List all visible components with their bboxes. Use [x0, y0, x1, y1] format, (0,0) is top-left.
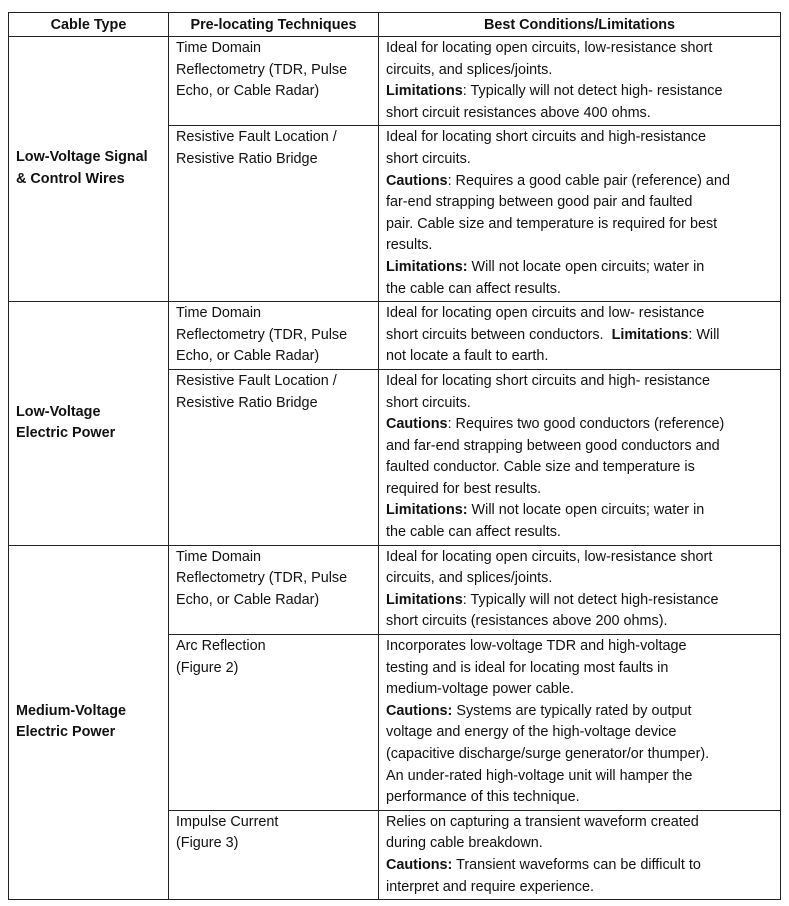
- conditions-text: short circuits (resistances above 200 ohms).: [386, 613, 668, 630]
- technique-line: Reflectometry (TDR, Pulse: [176, 570, 348, 587]
- conditions-text: Incorporates low-voltage TDR and high-voltage: [386, 638, 687, 655]
- table-row: [9, 37, 781, 126]
- conditions-line: [386, 636, 774, 658]
- conditions-text: : Will: [688, 326, 720, 343]
- table-body: [9, 37, 781, 900]
- conditions-text: short circuits.: [386, 150, 471, 167]
- technique-cell: [169, 369, 379, 545]
- technique-line: Resistive Ratio Bridge: [176, 150, 318, 167]
- conditions-text: Ideal for locating open circuits, low-resistance short: [386, 40, 713, 56]
- conditions-text: circuits, and splices/joints.: [386, 61, 553, 78]
- technique-line: (Figure 2): [176, 659, 239, 676]
- conditions-text: during cable breakdown.: [386, 835, 543, 852]
- technique-cell: [169, 635, 379, 811]
- technique-line: Echo, or Cable Radar): [176, 591, 320, 608]
- technique-cell: [169, 545, 379, 634]
- conditions-line: [386, 855, 774, 877]
- cable-type-line: Low-Voltage Signal: [16, 149, 148, 166]
- cable-type-line: Medium-Voltage: [16, 702, 127, 719]
- conditions-line: [386, 235, 774, 257]
- conditions-line: [386, 744, 774, 766]
- conditions-text: voltage and energy of the high-voltage device: [386, 724, 677, 741]
- conditions-text: testing and is ideal for locating most faults in: [386, 659, 669, 676]
- conditions-text: : Typically will not detect high-resistance: [462, 591, 719, 608]
- conditions-label: Cautions:: [386, 702, 453, 719]
- conditions-line: [386, 701, 774, 723]
- conditions-label: Cautions: [386, 172, 448, 189]
- conditions-line: [386, 325, 774, 347]
- conditions-text: short circuits between conductors.: [386, 326, 612, 343]
- conditions-line: [386, 457, 774, 479]
- conditions-text: Ideal for locating open circuits and low- resistance: [386, 305, 705, 322]
- conditions-line: [386, 279, 774, 301]
- cable-type-line: & Control Wires: [16, 171, 125, 188]
- conditions-cell: [379, 810, 781, 899]
- conditions-cell: [379, 126, 781, 302]
- conditions-line: [386, 127, 774, 149]
- technique-line: Impulse Current: [176, 813, 279, 830]
- technique-line: Time Domain: [176, 548, 262, 565]
- conditions-line: [386, 303, 774, 325]
- technique-line: (Figure 3): [176, 835, 239, 852]
- conditions-cell: [379, 635, 781, 811]
- conditions-text: results.: [386, 237, 433, 254]
- technique-line: Reflectometry (TDR, Pulse: [176, 326, 348, 343]
- conditions-line: [386, 171, 774, 193]
- technique-line: Resistive Fault Location /: [176, 129, 337, 146]
- conditions-line: [386, 522, 774, 544]
- conditions-text: : Requires two good conductors (reference): [447, 416, 725, 433]
- conditions-line: [386, 192, 774, 214]
- header-row: [9, 13, 781, 37]
- cable-fault-table: [8, 12, 781, 900]
- conditions-line: [386, 568, 774, 590]
- conditions-label: Cautions:: [386, 856, 453, 873]
- conditions-line: [386, 81, 774, 103]
- technique-cell: [169, 126, 379, 302]
- conditions-line: [386, 547, 774, 569]
- conditions-text: and far-end strapping between good conductors and: [386, 437, 720, 454]
- conditions-text: the cable can affect results.: [386, 280, 561, 297]
- technique-line: Arc Reflection: [176, 638, 266, 655]
- conditions-line: [386, 812, 774, 834]
- conditions-label: Limitations:: [386, 502, 468, 519]
- conditions-line: [386, 38, 774, 60]
- conditions-text: Will not locate open circuits; water in: [467, 258, 705, 275]
- conditions-text: Systems are typically rated by output: [452, 702, 692, 719]
- conditions-cell: [379, 37, 781, 126]
- conditions-text: Relies on capturing a transient waveform created: [386, 813, 699, 830]
- conditions-line: [386, 722, 774, 744]
- conditions-text: faulted conductor. Cable size and temperature is: [386, 459, 695, 476]
- conditions-line: [386, 371, 774, 393]
- technique-cell: [169, 810, 379, 899]
- conditions-line: [386, 214, 774, 236]
- technique-line: Resistive Fault Location /: [176, 372, 337, 389]
- technique-line: Echo, or Cable Radar): [176, 83, 320, 100]
- cable-type-cell: [9, 302, 169, 546]
- conditions-line: [386, 346, 774, 368]
- technique-cell: [169, 302, 379, 370]
- conditions-line: [386, 479, 774, 501]
- conditions-text: far-end strapping between good pair and faulted: [386, 194, 693, 211]
- table-row: [9, 302, 781, 370]
- conditions-text: : Requires a good cable pair (reference) and: [447, 172, 730, 189]
- conditions-text: short circuit resistances above 400 ohms.: [386, 104, 651, 121]
- conditions-text: short circuits.: [386, 394, 471, 411]
- conditions-line: [386, 103, 774, 125]
- conditions-text: required for best results.: [386, 480, 542, 497]
- conditions-cell: [379, 302, 781, 370]
- conditions-line: [386, 149, 774, 171]
- conditions-text: interpret and require experience.: [386, 878, 594, 895]
- cable-type-cell: [9, 37, 169, 302]
- conditions-text: performance of this technique.: [386, 789, 580, 806]
- conditions-label: Limitations: [611, 326, 689, 343]
- conditions-label: Cautions: [386, 416, 448, 433]
- conditions-text: : Typically will not detect high- resistance: [462, 83, 723, 100]
- conditions-text: Transient waveforms can be difficult to: [452, 856, 701, 873]
- conditions-label: Limitations: [386, 83, 463, 100]
- conditions-line: [386, 436, 774, 458]
- conditions-line: [386, 611, 774, 633]
- conditions-line: [386, 414, 774, 436]
- technique-line: Resistive Ratio Bridge: [176, 394, 318, 411]
- conditions-text: not locate a fault to earth.: [386, 348, 549, 365]
- conditions-line: [386, 787, 774, 809]
- conditions-line: [386, 877, 774, 899]
- conditions-label: Limitations:: [386, 258, 468, 275]
- technique-line: Time Domain: [176, 305, 262, 322]
- cable-type-cell: [9, 545, 169, 900]
- conditions-line: [386, 393, 774, 415]
- cable-type-line: Electric Power: [16, 425, 116, 442]
- conditions-label: Limitations: [386, 591, 463, 608]
- technique-line: Time Domain: [176, 40, 262, 56]
- conditions-line: [386, 257, 774, 279]
- conditions-text: circuits, and splices/joints.: [386, 570, 553, 587]
- header-conditions: Best Conditions/Limitations: [379, 13, 781, 37]
- header-cable-type: Cable Type: [9, 13, 169, 37]
- header-techniques: Pre-locating Techniques: [169, 13, 379, 37]
- conditions-text: Will not locate open circuits; water in: [467, 502, 705, 519]
- technique-cell: [169, 37, 379, 126]
- conditions-cell: [379, 369, 781, 545]
- conditions-text: medium-voltage power cable.: [386, 681, 574, 698]
- conditions-text: the cable can affect results.: [386, 524, 561, 541]
- conditions-line: [386, 500, 774, 522]
- conditions-text: (capacitive discharge/surge generator/or thumper).: [386, 746, 710, 762]
- cable-type-line: Electric Power: [16, 724, 116, 741]
- conditions-text: Ideal for locating open circuits, low-resistance short: [386, 548, 713, 565]
- conditions-line: [386, 590, 774, 612]
- table-row: [9, 545, 781, 634]
- technique-line: Reflectometry (TDR, Pulse: [176, 61, 348, 78]
- conditions-cell: [379, 545, 781, 634]
- conditions-text: An under-rated high-voltage unit will hamper the: [386, 767, 693, 784]
- conditions-text: Ideal for locating short circuits and high-resistance: [386, 129, 706, 146]
- conditions-line: [386, 658, 774, 680]
- technique-line: Echo, or Cable Radar): [176, 348, 320, 365]
- conditions-text: Ideal for locating short circuits and high- resistance: [386, 372, 710, 389]
- conditions-line: [386, 833, 774, 855]
- conditions-line: [386, 766, 774, 788]
- conditions-line: [386, 60, 774, 82]
- cable-type-line: Low-Voltage: [16, 403, 101, 420]
- conditions-text: pair. Cable size and temperature is required for best: [386, 215, 718, 232]
- conditions-line: [386, 679, 774, 701]
